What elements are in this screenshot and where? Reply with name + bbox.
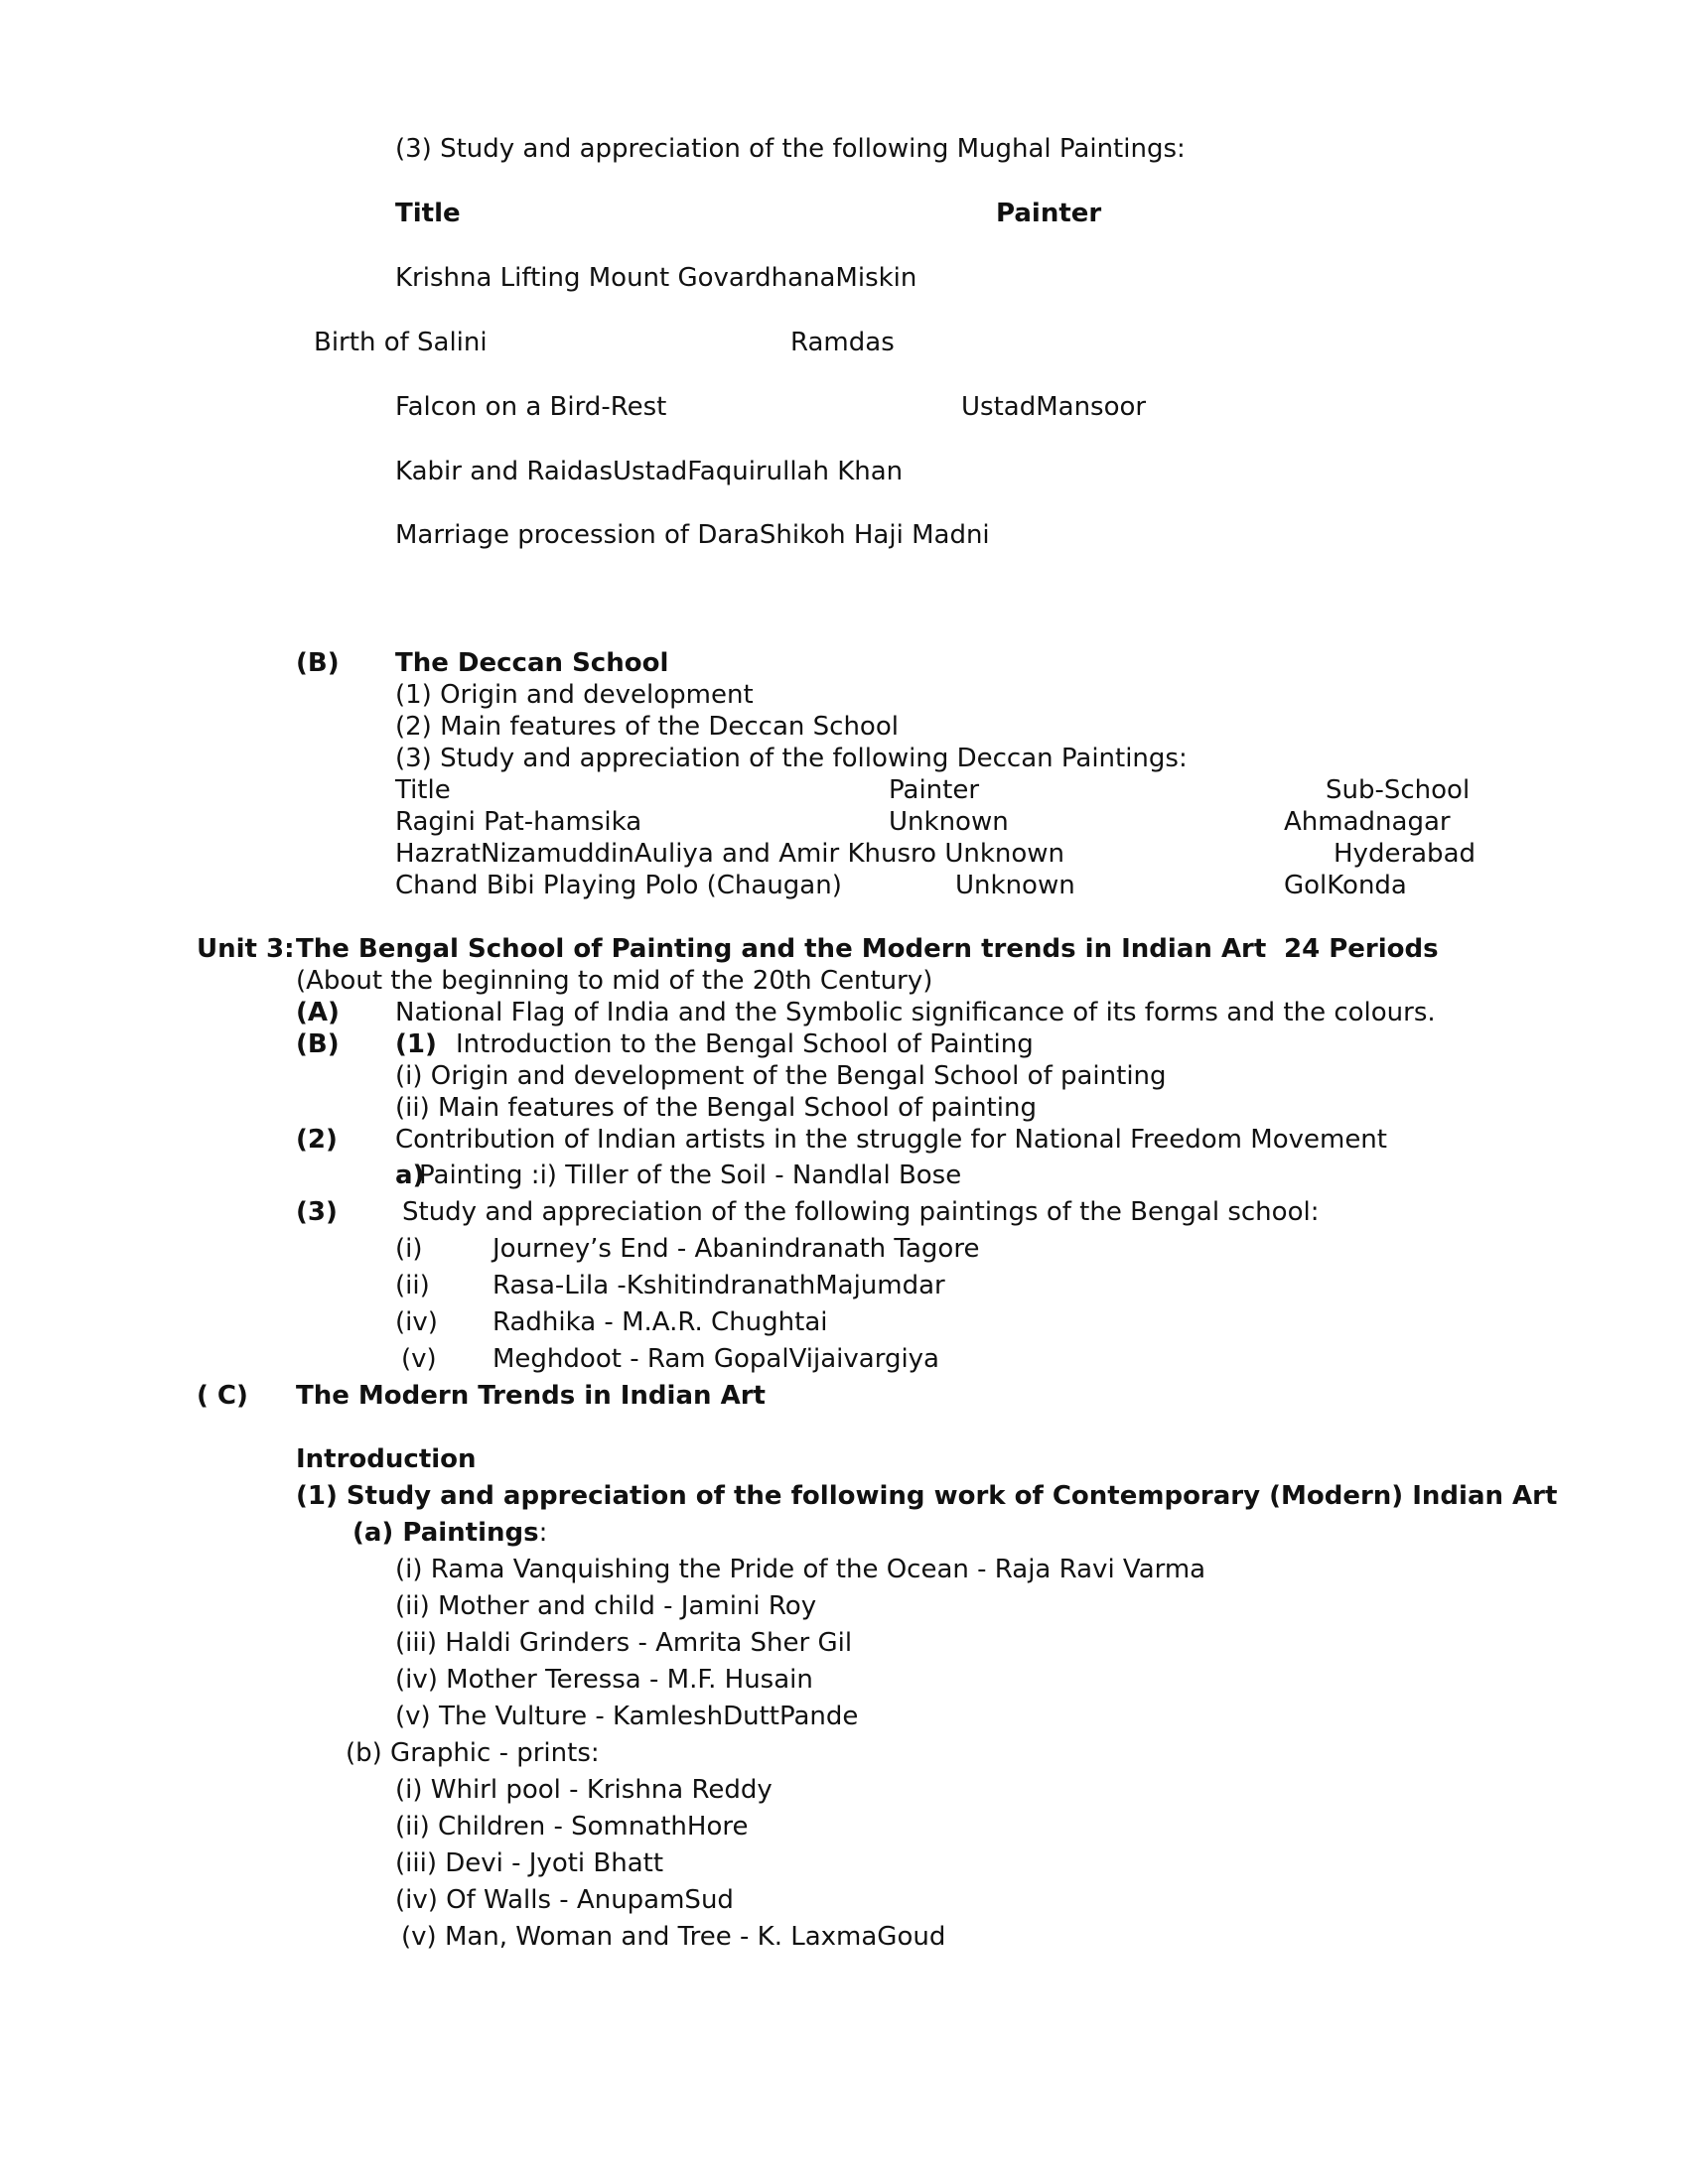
modern-a-label-line (352, 1518, 547, 1548)
deccan-r1-school: Ahmadnagar (1284, 807, 1451, 837)
mughal-row-2-painter: Ramdas (790, 328, 895, 357)
deccan-col-title: Title (395, 775, 451, 805)
deccan-marker: (B) (296, 648, 340, 678)
unit3-p1-num: (i) (395, 1234, 423, 1264)
unit3-p2-text: Rasa-Lila -KshitindranathMajumdar (492, 1271, 945, 1300)
print-item: (v) Man, Woman and Tree - K. LaxmaGoud (401, 1922, 946, 1952)
deccan-r3-title: Chand Bibi Playing Polo (Chaugan) (395, 871, 842, 900)
deccan-r3-school: GolKonda (1284, 871, 1407, 900)
unit3-p4-num: (v) (401, 1344, 437, 1374)
deccan-r1-title: Ragini Pat-hamsika (395, 807, 642, 837)
mughal-row-2-title: Birth of Salini (314, 328, 488, 357)
unit3-subtitle: (About the beginning to mid of the 20th Century) (296, 966, 933, 996)
deccan-heading: The Deccan School (395, 648, 669, 678)
painting-item: (iv) Mother Teressa - M.F. Husain (395, 1665, 813, 1695)
mughal-row-4: Kabir and RaidasUstadFaquirullah Khan (395, 457, 904, 486)
unit3-a-text: National Flag of India and the Symbolic significance of its forms and the colours. (395, 998, 1436, 1027)
deccan-item-1: (1) Origin and development (395, 680, 754, 710)
painting-item: (v) The Vulture - KamleshDuttPande (395, 1702, 859, 1731)
unit3-m2a-text: Painting :i) Tiller of the Soil - Nandlal Bose (419, 1160, 962, 1190)
unit3-b1-i: (i) Origin and development of the Bengal School of painting (395, 1061, 1167, 1091)
unit3-p1-text: Journey’s End - Abanindranath Tagore (492, 1234, 980, 1264)
unit3-p4-text: Meghdoot - Ram GopalVijaivargiya (492, 1344, 939, 1374)
modern-b-label: (b) Graphic - prints: (346, 1738, 600, 1768)
unit3-a-marker: (A) (296, 998, 340, 1027)
mughal-row-5: Marriage procession of DaraShikoh Haji Madni (395, 520, 990, 550)
deccan-col-subschool: Sub-School (1326, 775, 1471, 805)
unit3-p3-text: Radhika - M.A.R. Chughtai (492, 1307, 828, 1337)
unit3-b-marker: (B) (296, 1029, 340, 1059)
deccan-item-2: (2) Main features of the Deccan School (395, 712, 899, 742)
painting-item: (iii) Haldi Grinders - Amrita Sher Gil (395, 1628, 853, 1658)
unit3-m2-marker: (2) (296, 1125, 338, 1155)
deccan-r3-painter: Unknown (955, 871, 1075, 900)
print-item: (iv) Of Walls - AnupamSud (395, 1885, 734, 1915)
painting-item: (ii) Mother and child - Jamini Roy (395, 1591, 817, 1621)
unit3-b1-text: Introduction to the Bengal School of Painting (456, 1029, 1034, 1059)
deccan-r1-painter: Unknown (889, 807, 1009, 837)
unit3-m3-marker: (3) (296, 1197, 338, 1227)
unit3-b1-marker: (1) (395, 1029, 437, 1059)
deccan-r2-title-painter: HazratNizamuddinAuliya and Amir Khusro Unknown (395, 839, 1065, 869)
mughal-header-painter: Painter (996, 199, 1102, 228)
mughal-intro: (3) Study and appreciation of the following Mughal Paintings: (395, 134, 1186, 164)
deccan-col-painter: Painter (889, 775, 980, 805)
mughal-row-3-painter: UstadMansoor (961, 392, 1147, 422)
unit3-m3-text: Study and appreciation of the following paintings of the Bengal school: (402, 1197, 1320, 1227)
unit3-label: Unit 3: (197, 934, 295, 964)
mughal-header-title: Title (395, 199, 461, 228)
modern-c-heading: The Modern Trends in Indian Art (296, 1381, 766, 1411)
print-item: (ii) Children - SomnathHore (395, 1812, 749, 1842)
unit3-p2-num: (ii) (395, 1271, 430, 1300)
modern-introduction: Introduction (296, 1444, 477, 1474)
unit3-periods: 24 Periods (1284, 934, 1439, 964)
unit3-m2a-marker: a) (395, 1160, 425, 1190)
mughal-row-3-title: Falcon on a Bird-Rest (395, 392, 667, 422)
deccan-item-3: (3) Study and appreciation of the following Deccan Paintings: (395, 744, 1188, 773)
unit3-b1-ii: (ii) Main features of the Bengal School of painting (395, 1093, 1037, 1123)
modern-a-label: (a) Paintings (352, 1518, 539, 1548)
print-item: (iii) Devi - Jyoti Bhatt (395, 1848, 664, 1878)
modern-study: (1) Study and appreciation of the following work of Contemporary (Modern) Indian Art (296, 1481, 1558, 1511)
deccan-r2-school: Hyderabad (1334, 839, 1476, 869)
print-item: (i) Whirl pool - Krishna Reddy (395, 1775, 773, 1805)
modern-c-marker: ( C) (197, 1381, 248, 1411)
painting-item: (i) Rama Vanquishing the Pride of the Ocean - Raja Ravi Varma (395, 1555, 1206, 1584)
modern-a-colon: : (538, 1518, 548, 1548)
unit3-title: The Bengal School of Painting and the Modern trends in Indian Art (296, 934, 1267, 964)
mughal-row-1: Krishna Lifting Mount GovardhanaMiskin (395, 263, 917, 293)
unit3-m2-text: Contribution of Indian artists in the struggle for National Freedom Movement (395, 1125, 1387, 1155)
unit3-p3-num: (iv) (395, 1307, 438, 1337)
